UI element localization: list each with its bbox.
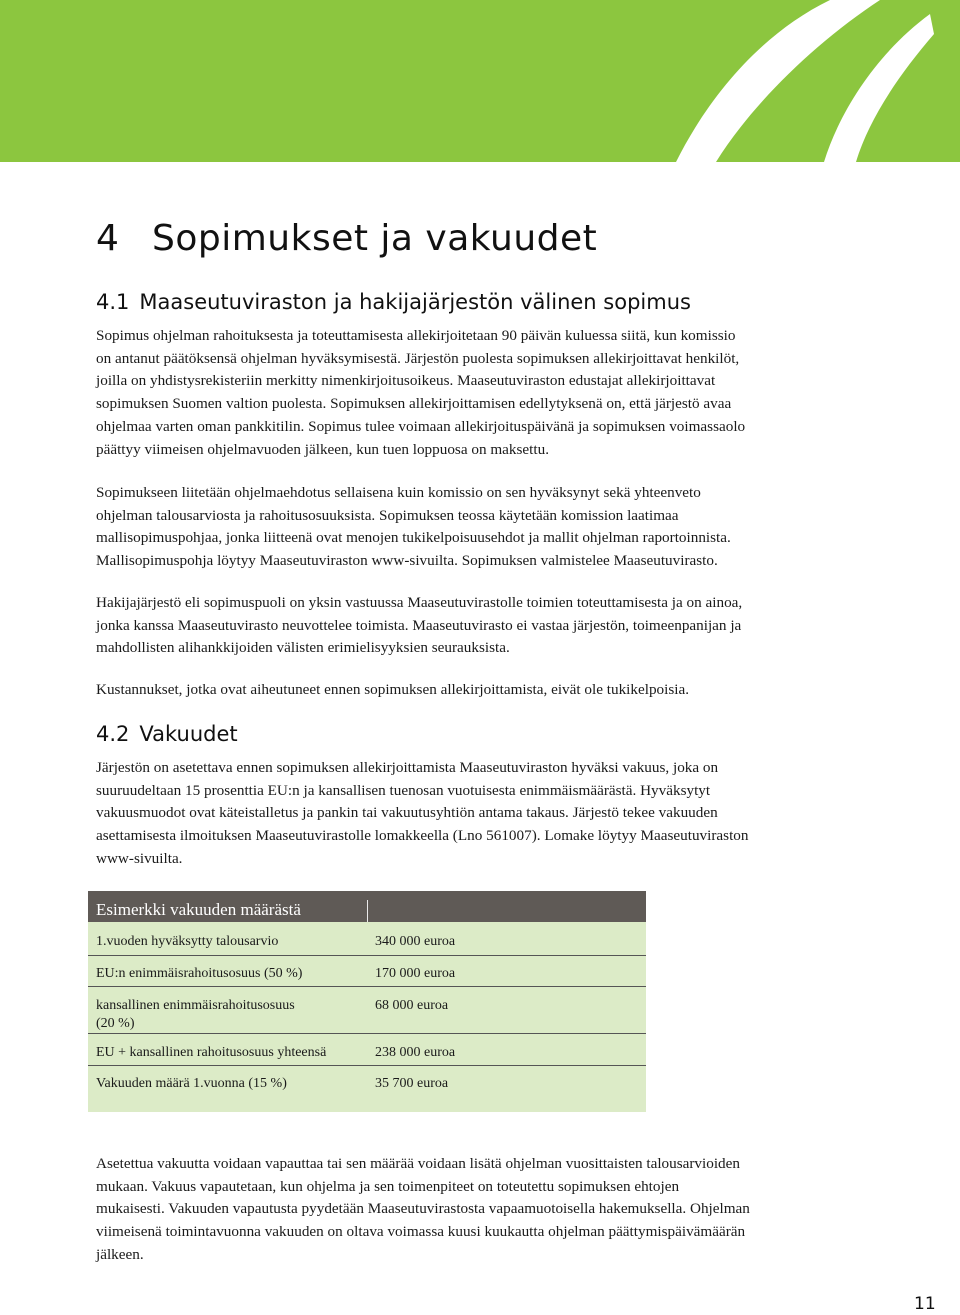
paragraph-responsibility: Hakijajärjestö eli sopimuspuoli on yksin vastuussa Maaseutuvirastolle toimien toteuttamisesta ja on ainoa, jonka kanssa Maaseutuvirasto neuvottelee toimista. Maaseutuvirasto ei vastaa järjestön, toimeenpanijan ja mahdollisten alihankkijoiden välisten erimielisyyksien seurauksista.: [96, 594, 743, 657]
guarantee-example-table: [88, 891, 646, 1112]
table-row-value: 238 000 euroa: [375, 1045, 456, 1060]
section-4-1-title: Maaseutuviraston ja hakijajärjestön välinen sopimus: [139, 290, 691, 314]
leaf-decoration: [0, 0, 960, 162]
table-row-value: 170 000 euroa: [375, 966, 456, 981]
table-row-label: EU:n enimmäisrahoitusosuus (50 %): [96, 966, 303, 981]
paragraph-attachments: Sopimukseen liitetään ohjelmaehdotus sellaisena kuin komissio on sen hyväksynyt sekä yhteenveto ohjelman talousarviosta ja rahoitusosuuksista. Sopimuksen teossa käytetään komission laatimaa mallisopimuspohjaa, jonka liitteenä ovat menojen tukikelpoisuusehdot ja mallit ohjelman raportoinnista. Mallisopimuspohja löytyy Maaseutuviraston www-sivuilta. Sopimuksen valmistelee Maaseutuvirasto.: [96, 484, 731, 570]
table-row-value: 68 000 euroa: [375, 998, 449, 1013]
paragraph-guarantee: Järjestön on asetettava ennen sopimuksen allekirjoittamista Maaseutuviraston hyväksi vakuus, joka on suuruudeltaan 15 prosenttia EU:n ja kansallisen tuenosan vuotuisesta enimmäismäärästä. Hyväksytyt vakuusmuodot ovat käteistalletus ja pankin tai vakuutusyhtiön antama takaus. Järjestö tekee vakuuden asettamisesta ilmoituksen Maaseutuvirastolle lomakkeella (Lno 561007). Lomake löytyy Maaseutuviraston www-sivuilta.: [96, 759, 749, 867]
section-4-1-heading: [96, 290, 691, 314]
table-row-divider: [88, 1033, 646, 1034]
section-4-2-title: Vakuudet: [139, 722, 238, 746]
section-4-1-number: 4.1: [96, 290, 130, 314]
table-row-divider: [88, 955, 646, 956]
paragraph-costs: Kustannukset, jotka ovat aiheutuneet ennen sopimuksen allekirjoittamista, eivät ole tukikelpoisia.: [96, 681, 690, 698]
chapter-title: Sopimukset ja vakuudet: [152, 218, 598, 259]
table-header: [88, 891, 646, 922]
table-row-value: 35 700 euroa: [375, 1076, 449, 1091]
section-4-2-heading: [96, 722, 238, 746]
header-banner: [0, 0, 960, 162]
page-number: 11: [914, 1294, 936, 1314]
table-row-value: 340 000 euroa: [375, 934, 456, 949]
table-row-label: (20 %): [96, 1016, 135, 1031]
paragraph-agreement: Sopimus ohjelman rahoituksesta ja toteuttamisesta allekirjoitetaan 90 päivän kuluessa siitä, kun komissio on antanut päätöksensä ohjelman hyväksymisestä. Järjestön puolesta sopimuksen allekirjoittavat henkilöt, joilla on yhdistysrekisteriin merkitty nimenkirjoitusoikeus. Maaseutuviraston edustajat allekirjoittavat sopimuksen Suomen valtion puolesta. Sopimuksen allekirjoittamisen edellytyksenä on, että järjestö avaa ohjelmaa varten oman pankkitilin. Sopimus tulee voimaan allekirjoituspäivänä ja sopimuksen voimassaolo päättyy viimeisen ohjelmavuoden jälkeen, kun tuen loppuosa on maksettu.: [96, 327, 746, 458]
table-row-label: EU + kansallinen rahoitusosuus yhteensä: [96, 1045, 327, 1060]
table-row-label: 1.vuoden hyväksytty talousarvio: [96, 934, 279, 949]
table-row-label: Vakuuden määrä 1.vuonna (15 %): [96, 1076, 287, 1091]
chapter-heading: [96, 218, 597, 259]
table-title: Esimerkki vakuuden määrästä: [96, 900, 301, 919]
table-row-divider: [88, 986, 646, 987]
section-4-2-number: 4.2: [96, 722, 130, 746]
paragraph-release: Asetettua vakuutta voidaan vapauttaa tai sen määrää voidaan lisätä ohjelman vuosittaisten talousarvioiden mukaan. Vakuus vapautetaan, kun ohjelma ja sen toimenpiteet on toteutettu sopimuksen ehtojen mukaisesti. Vakuuden vapautusta pyydetään Maaseutuvirastosta vapaamuotoisella hakemuksella. Ohjelman viimeisenä toimintavuonna vakuuden on oltava voimassa kuusi kuukautta ohjelman päättymispäivämäärän jälkeen.: [96, 1155, 750, 1263]
table-row-label: kansallinen enimmäisrahoitusosuus: [96, 998, 295, 1013]
table-header-divider: [367, 900, 368, 922]
chapter-number: 4: [96, 218, 120, 259]
table-row-divider: [88, 1065, 646, 1066]
